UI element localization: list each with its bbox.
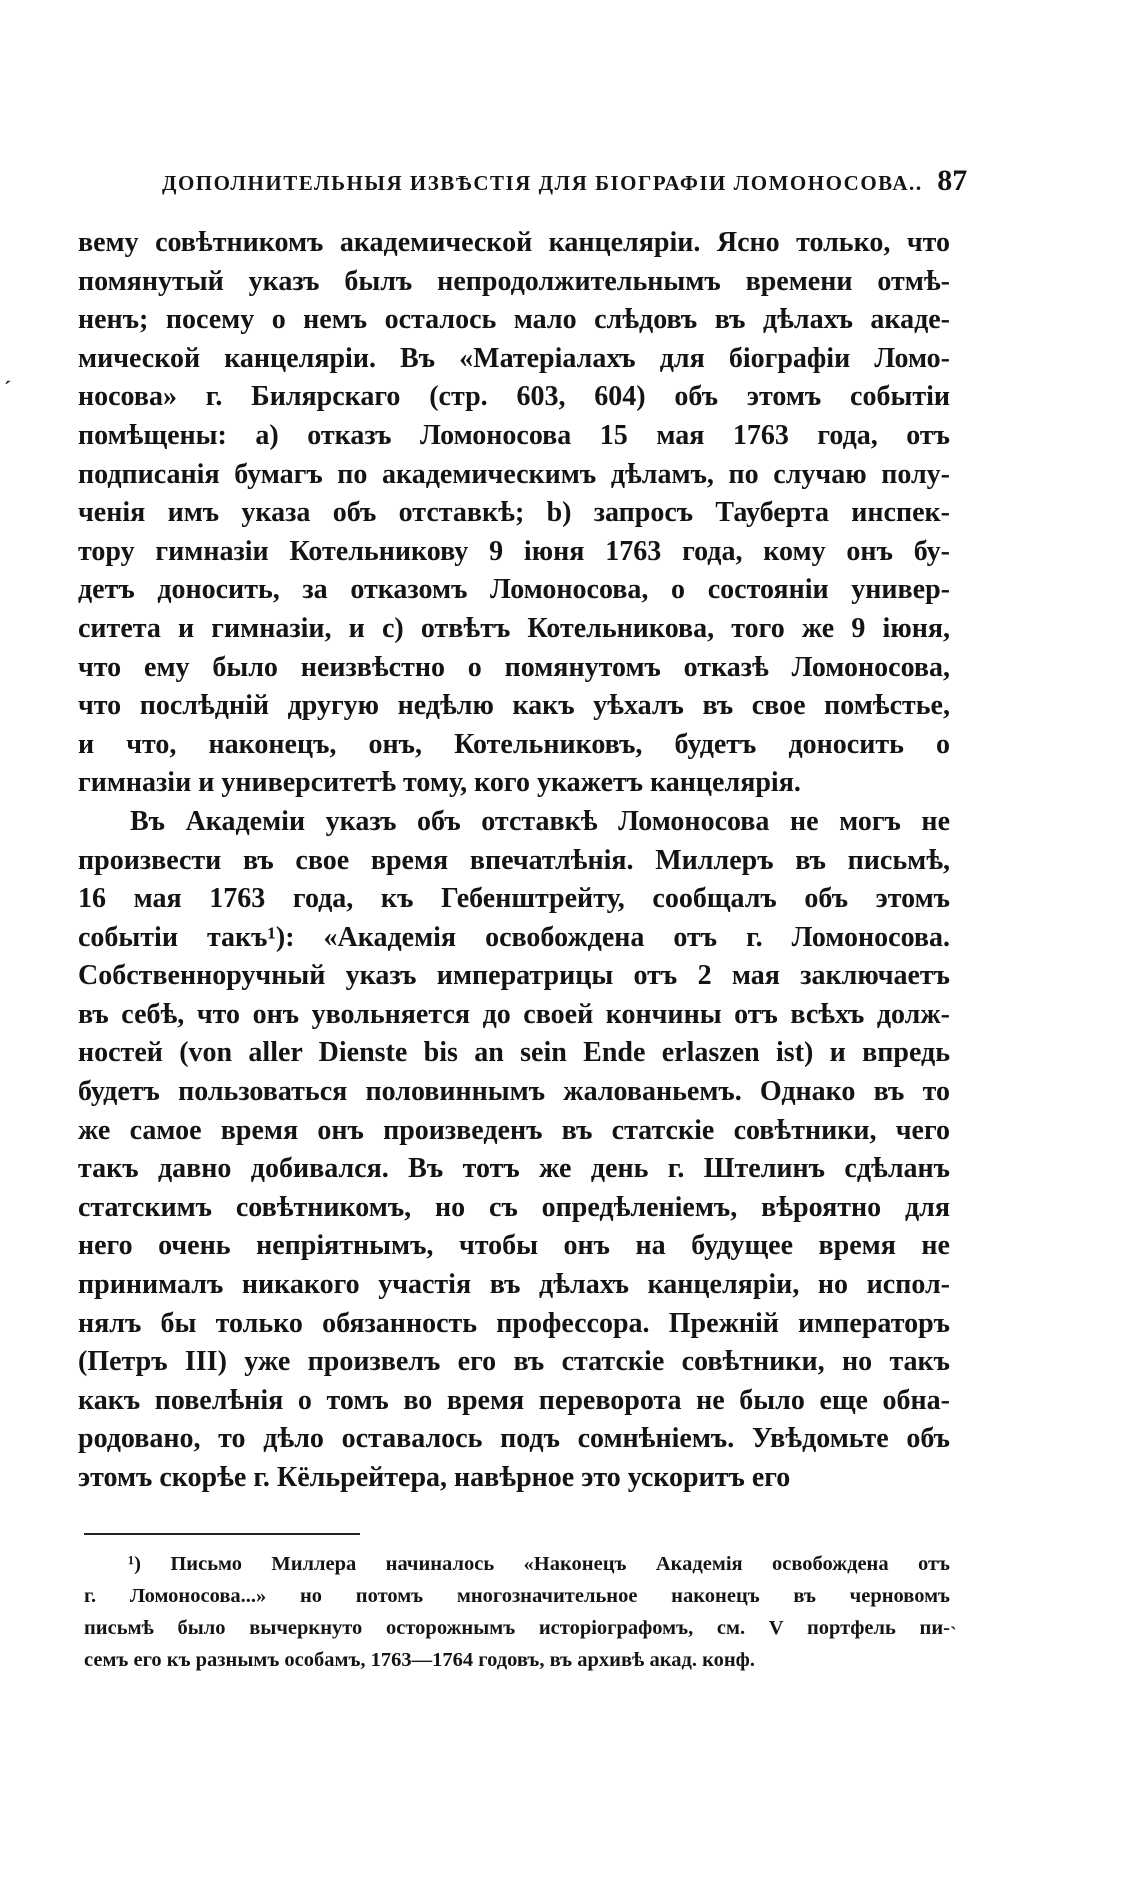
footnote-line: семъ его къ разнымъ особамъ, 1763—1764 годовъ, въ архивѣ акад. конф. <box>84 1649 755 1671</box>
text-line: ненъ; посему о немъ осталось мало слѣдовъ въ дѣлахъ акаде- <box>78 304 950 336</box>
text-line: ченія имъ указа объ отставкѣ; b) запросъ Тауберта инспек- <box>78 497 950 529</box>
text-line: мической канцеляріи. Въ «Матеріалахъ для біографіи Ломо- <box>78 342 950 374</box>
margin-mark-left: ˊ <box>4 376 12 401</box>
body-text <box>78 224 950 1498</box>
running-head-dot: . <box>915 170 922 195</box>
paragraph <box>78 803 950 1498</box>
footnote-line: г. Ломоносова...» но потомъ многозначительное наконецъ въ черновомъ <box>84 1585 950 1607</box>
page-number: 87 <box>937 164 968 197</box>
text-line: этомъ скорѣе г. Кёльрейтера, навѣрное это ускоритъ его <box>78 1462 791 1493</box>
footnote-line: письмѣ было вычеркнуто осторожнымъ исторіографомъ, см. V портфель пи- <box>84 1617 950 1639</box>
text-line: же самое время онъ произведенъ въ статскіе совѣтники, чего <box>78 1114 950 1146</box>
running-head <box>78 164 968 204</box>
text-line: ситета и гимназіи, и c) отвѣтъ Котельникова, того же 9 іюня, <box>78 612 950 644</box>
text-line: будетъ пользоваться половиннымъ жалованьемъ. Однако въ то <box>78 1076 950 1108</box>
text-line: него очень непріятнымъ, чтобы онъ на будущее время не <box>78 1230 950 1262</box>
text-line: носова» г. Билярскаго (стр. 603, 604) объ этомъ событіи <box>78 381 950 413</box>
text-line: нялъ бы только обязанность профессора. Прежній императоръ <box>78 1307 950 1339</box>
text-line: гимназіи и университетѣ тому, кого укажетъ канцелярія. <box>78 767 801 799</box>
text-line: принималъ никакого участія въ дѣлахъ канцеляріи, но испол- <box>78 1269 950 1301</box>
text-line: помянутый указъ былъ непродолжительнымъ времени отмѣ- <box>78 265 950 297</box>
text-line: такъ давно добивался. Въ тотъ же день г. Штелинъ сдѣланъ <box>78 1153 950 1185</box>
text-line: Собственноручный указъ императрицы отъ 2 мая заключаетъ <box>78 960 950 992</box>
text-line: что ему было неизвѣстно о помянутомъ отказѣ Ломоносова, <box>78 651 950 683</box>
text-line: событіи такъ¹): «Академія освобождена отъ г. Ломоносова. <box>78 921 950 953</box>
text-line: (Петръ III) уже произвелъ его въ статскіе совѣтники, но такъ <box>78 1346 950 1378</box>
text-line: родовано, то дѣло оставалось подъ сомнѣніемъ. Увѣдомьте объ <box>78 1423 950 1455</box>
text-line: тору гимназіи Котельникову 9 іюня 1763 года, кому онъ бу- <box>78 535 950 567</box>
text-line: какъ повелѣнія о томъ во время переворота не было еще обна- <box>78 1384 950 1416</box>
margin-mark-right: ˎ <box>950 1608 957 1630</box>
text-line: 16 мая 1763 года, къ Гебенштрейту, сообщалъ объ этомъ <box>78 883 950 915</box>
text-line: вему совѣтникомъ академической канцеляріи. Ясно только, что <box>78 227 950 258</box>
footnote-line: ¹) Письмо Миллера начиналось «Наконецъ Академія освобождена отъ <box>128 1553 950 1575</box>
text-line: что послѣдній другую недѣлю какъ уѣхалъ въ свое помѣстье, <box>78 690 950 722</box>
footnote-divider <box>84 1533 360 1535</box>
text-line: въ себѣ, что онъ увольняется до своей кончины отъ всѣхъ долж- <box>78 998 950 1030</box>
text-line: и что, наконецъ, онъ, Котельниковъ, будетъ доносить о <box>78 728 950 760</box>
paragraph <box>78 224 950 803</box>
running-title: ДОПОЛНИТЕЛЬНЫЯ ИЗВѢСТІЯ ДЛЯ БІОГРАФІИ ЛОМОНОСОВА. <box>162 171 916 195</box>
text-line: детъ доносить, за отказомъ Ломоносова, о состояніи универ- <box>78 574 950 606</box>
footnote <box>84 1548 950 1676</box>
text-line: подписанія бумагъ по академическимъ дѣламъ, по случаю полу- <box>78 458 950 490</box>
text-line: Въ Академіи указъ объ отставкѣ Ломоносова не могъ не <box>130 805 950 837</box>
text-line: помѣщены: a) отказъ Ломоносова 15 мая 1763 года, отъ <box>78 419 950 451</box>
text-line: произвести въ свое время впечатлѣнія. Миллеръ въ письмѣ, <box>78 844 950 876</box>
text-line: статскимъ совѣтникомъ, но съ опредѣленіемъ, вѣроятно для <box>78 1191 950 1223</box>
text-line: ностей (von aller Dienste bis an sein Ende erlaszen ist) и впредь <box>78 1037 950 1069</box>
